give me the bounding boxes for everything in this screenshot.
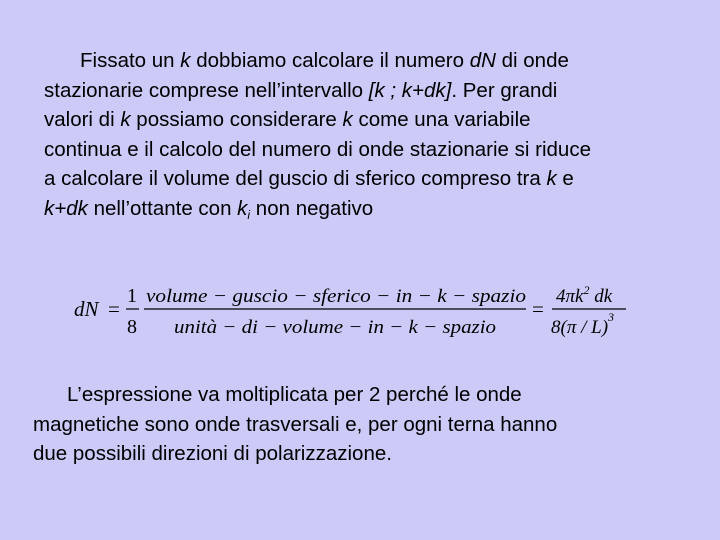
variable-ki: $k_i$ [237, 196, 251, 222]
intro-line-1: Fissato un k dobbiamo calcolare il numero dN di onde [80, 49, 569, 72]
polarization-line-3: due possibili direzioni di polarizzazione. [33, 442, 392, 465]
interval-expression: [k ; k+dk] [368, 78, 452, 102]
intro-line-6: k+dk nell’ottante con $k_i$ non negativo [44, 196, 374, 222]
formula-svg [74, 282, 634, 344]
intro-paragraph [44, 46, 704, 223]
polarization-line-1: L’espressione va moltiplicata per 2 perché le onde [67, 383, 522, 406]
intro-line-3: valori di k possiamo considerare k come una variabile [44, 108, 531, 131]
shell-volume-numerator: volume − guscio − sferico − in − k − spazio [146, 286, 526, 307]
formula-equals-1: = [108, 297, 120, 321]
result-numerator: $4\pi k^2$ dk [556, 283, 613, 307]
dN-formula [74, 282, 634, 344]
variable-k: k [120, 108, 131, 131]
variable-k: k [180, 49, 191, 72]
variable-k-plus-dk: k+dk [44, 196, 88, 220]
intro-line-5: a calcolare il volume del guscio di sferico compreso tra k e [44, 167, 574, 190]
variable-k: k [342, 108, 353, 131]
intro-line-4: continua e il calcolo del numero di onde stazionarie si riduce [44, 137, 591, 161]
result-denominator: 8(π / L)$^3$ [551, 310, 615, 338]
formula-equals-2: = [532, 297, 544, 321]
unit-volume-denominator: unità − di − volume − in − k − spazio [174, 317, 496, 338]
polarization-line-2: magnetiche sono onde trasversali e, per ogni terna hanno [33, 412, 558, 436]
fraction-one-eighth-numerator: 1 [127, 285, 137, 307]
variable-k: k [546, 167, 557, 190]
variable-dN: dN [469, 49, 496, 72]
fraction-one-eighth-denominator: 8 [127, 316, 137, 338]
formula-lhs: dN [74, 297, 99, 321]
polarization-paragraph [33, 380, 693, 469]
intro-line-2: stazionarie comprese nell’intervallo [k ; k+dk]. Per grandi [44, 78, 558, 102]
